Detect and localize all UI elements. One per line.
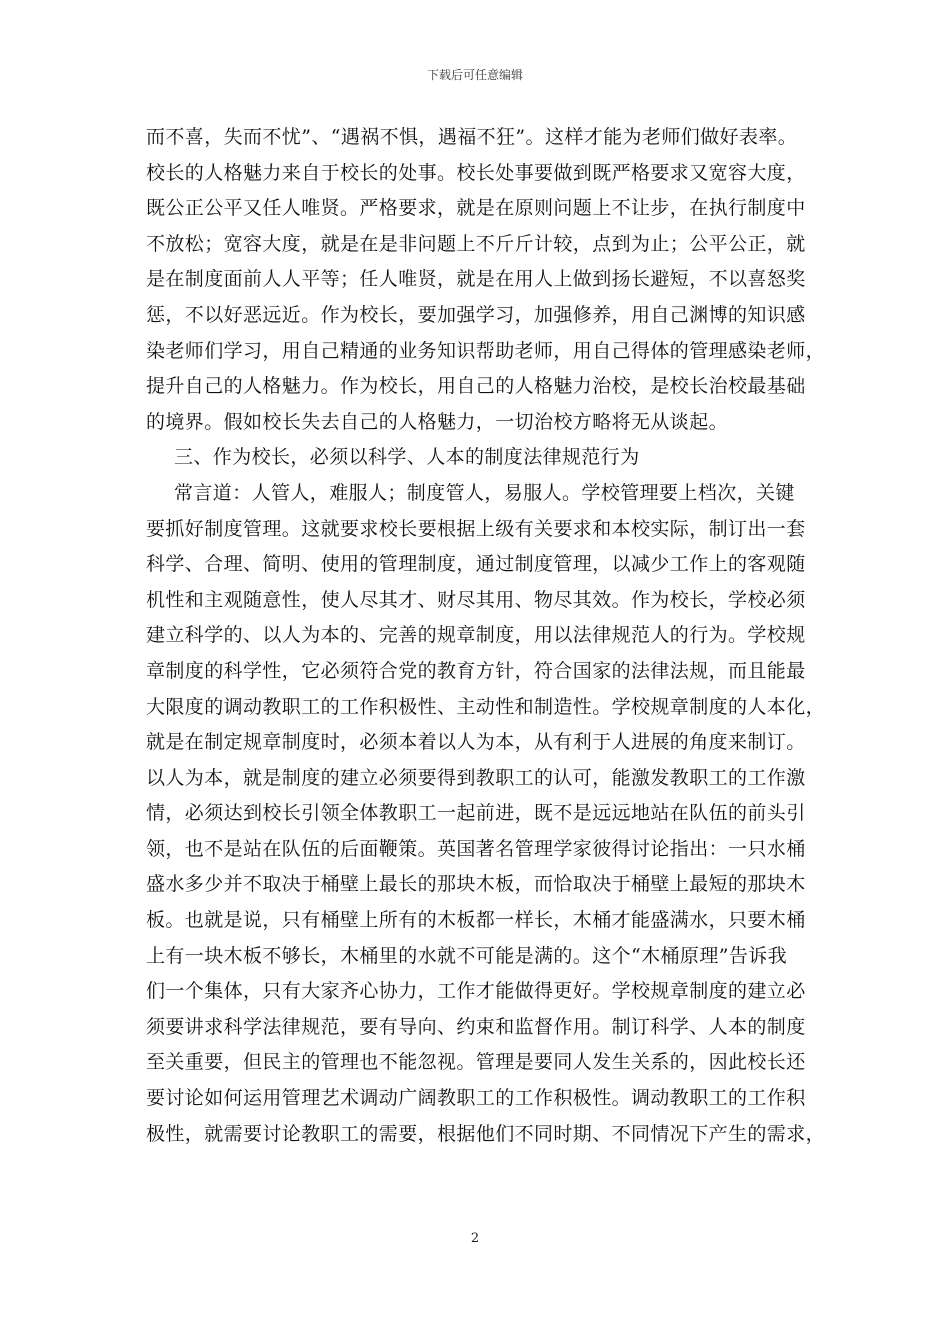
- text-line: 是在制度面前人人平等；任人唯贤，就是在用人上做到扬长避短，不以喜怒奖: [146, 268, 806, 291]
- page-header: 下载后可任意编辑: [426, 68, 523, 82]
- text-line: 至关重要，但民主的管理也不能忽视。管理是要同人发生关系的，因此校长还: [146, 1051, 806, 1074]
- text-line: 建立科学的、以人为本的、完善的规章制度，用以法律规范人的行为。学校规: [146, 624, 806, 647]
- text-line: 须要讲求科学法律规范，要有导向、约束和监督作用。制订科学、人本的制度: [146, 1015, 806, 1038]
- text-line: 的境界。假如校长失去自己的人格魅力，一切治校方略将无从谈起。: [146, 410, 729, 433]
- body-text: [146, 120, 826, 1152]
- text-line: 机性和主观随意性，使人尽其才、财尽其用、物尽其效。作为校长，学校必须: [146, 588, 806, 611]
- paragraph-first-line: 常言道：人管人，难服人；制度管人，易服人。学校管理要上档次，关键: [174, 481, 795, 504]
- page-number: 2: [470, 1231, 480, 1246]
- text-line: 不放松；宽容大度，就是在是非问题上不斤斤计较，点到为止；公平公正，就: [146, 232, 806, 255]
- text-line: 既公正公平又任人唯贤。严格要求，就是在原则问题上不让步，在执行制度中: [146, 197, 806, 220]
- text-line: 要讨论如何运用管理艺术调动广阔教职工的工作积极性。调动教职工的工作积: [146, 1087, 806, 1110]
- text-line: 们一个集体，只有大家齐心协力，工作才能做得更好。学校规章制度的建立必: [146, 980, 806, 1003]
- text-line: 就是在制定规章制度时，必须本着以人为本，从有利于人进展的角度来制订。: [146, 731, 806, 754]
- text-line: 染老师们学习，用自己精通的业务知识帮助老师，用自己得体的管理感染老师，: [146, 339, 826, 362]
- text-line: 盛水多少并不取决于桶壁上最长的那块木板，而恰取决于桶壁上最短的那块木: [146, 873, 806, 896]
- text-line: 惩，不以好恶远近。作为校长，要加强学习，加强修养，用自己渊博的知识感: [146, 303, 806, 326]
- section-heading: 三、作为校长，必须以科学、人本的制度法律规范行为: [174, 446, 640, 469]
- text-line: 科学、合理、简明、使用的管理制度，通过制度管理，以减少工作上的客观随: [146, 553, 806, 576]
- text-line: 而不喜，失而不忧”、“遇祸不惧，遇福不狂”。这样才能为老师们做好表率。: [146, 126, 798, 148]
- text-line: 要抓好制度管理。这就要求校长要根据上级有关要求和本校实际，制订出一套: [146, 517, 806, 540]
- text-line: 情，必须达到校长引领全体教职工一起前进，既不是远远地站在队伍的前头引: [146, 802, 806, 825]
- text-line: 极性，就需要讨论教职工的需要，根据他们不同时期、不同情况下产生的需求，: [146, 1122, 826, 1145]
- text-line: 大限度的调动教职工的工作积极性、主动性和制造性。学校规章制度的人本化，: [146, 695, 826, 718]
- text-line: 章制度的科学性，它必须符合党的教育方针，符合国家的法律法规，而且能最: [146, 659, 806, 682]
- text-line: 领，也不是站在队伍的后面鞭策。英国著名管理学家彼得讨论指出：一只水桶: [146, 837, 806, 860]
- text-line: 板。也就是说，只有桶壁上所有的木板都一样长，木桶才能盛满水，只要木桶: [146, 909, 806, 932]
- text-line: 以人为本，就是制度的建立必须要得到教职工的认可，能激发教职工的工作激: [146, 766, 806, 789]
- text-line: 上有一块木板不够长，木桶里的水就不可能是满的。这个“木桶原理”告诉我: [146, 944, 788, 967]
- text-line: 校长的人格魅力来自于校长的处事。校长处事要做到既严格要求又宽容大度，: [146, 161, 806, 184]
- text-line: 提升自己的人格魅力。作为校长，用自己的人格魅力治校，是校长治校最基础: [146, 375, 806, 398]
